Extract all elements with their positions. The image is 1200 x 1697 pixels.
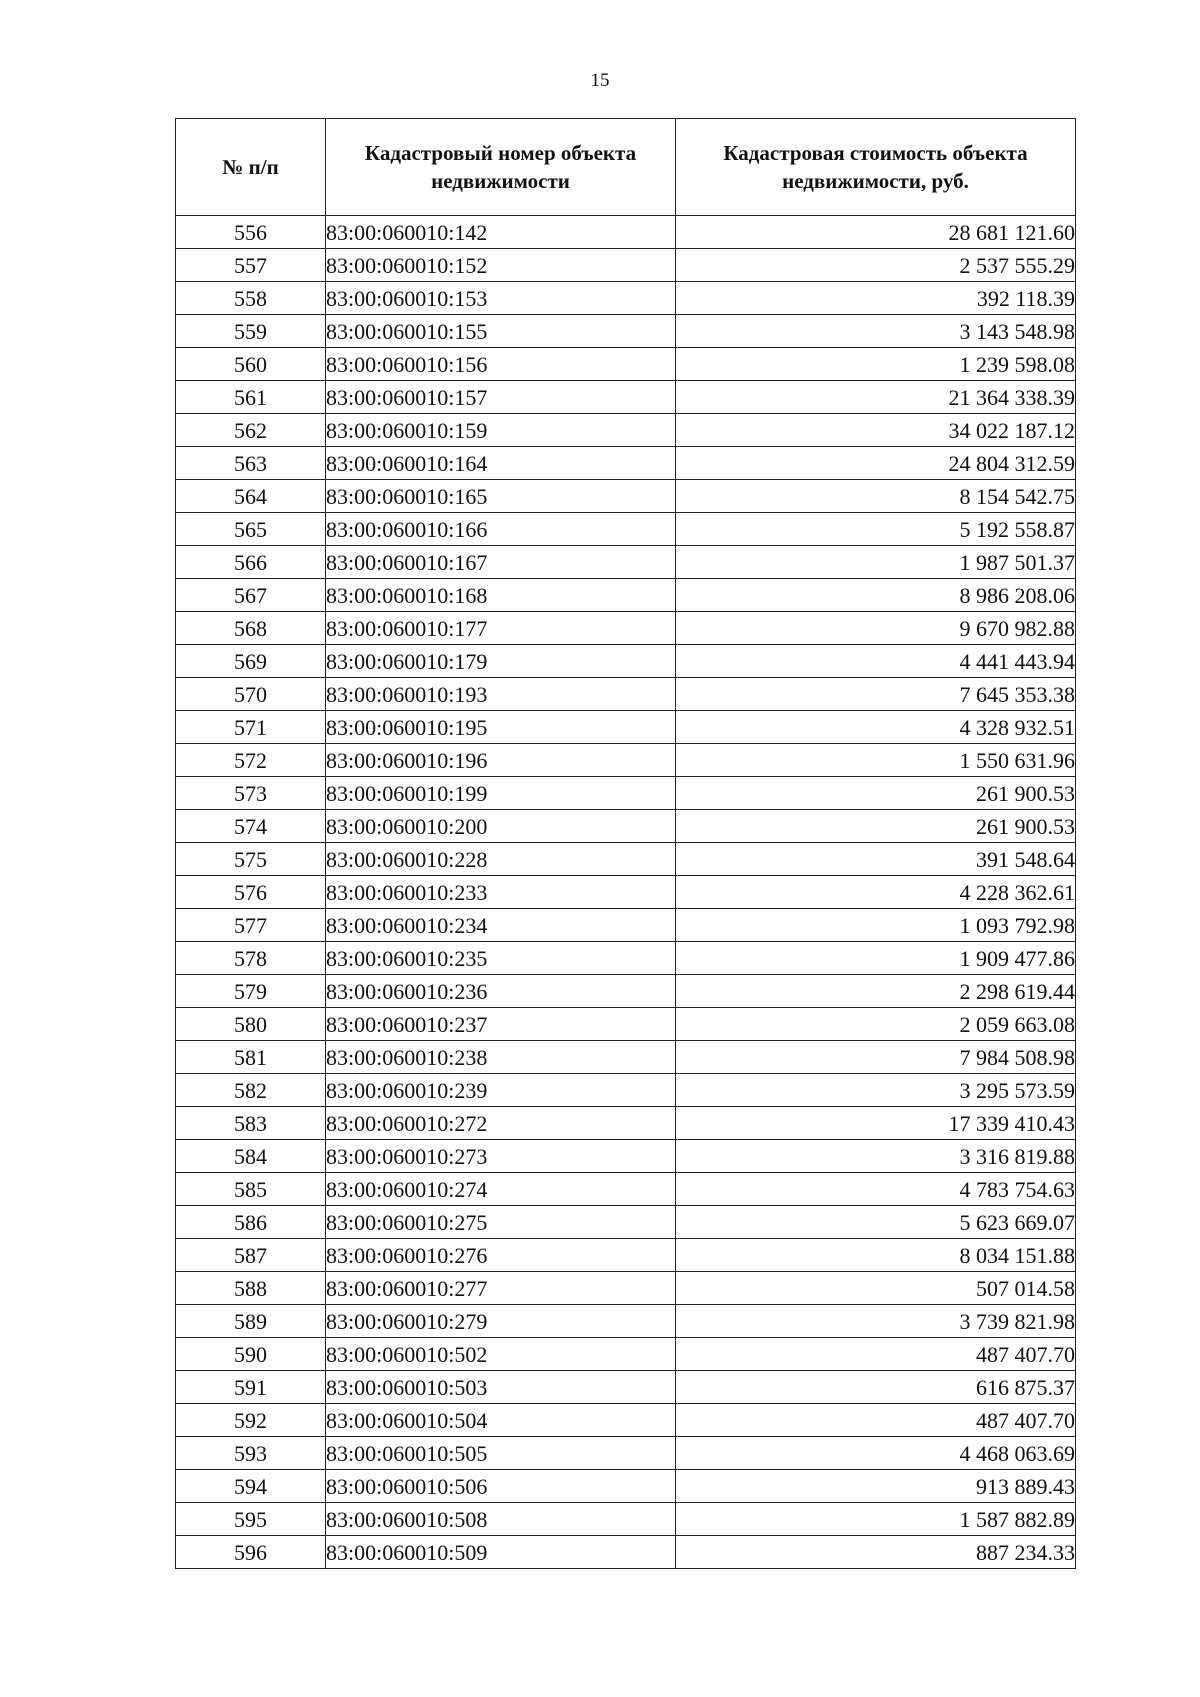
cadastral-value: 913 889.43 — [676, 1470, 1076, 1503]
cadastral-value: 1 093 792.98 — [676, 909, 1076, 942]
row-number: 574 — [176, 810, 326, 843]
table-row — [176, 1008, 1076, 1041]
row-number: 580 — [176, 1008, 326, 1041]
cadastral-number: 83:00:060010:195 — [326, 711, 676, 744]
table-row — [176, 909, 1076, 942]
row-number: 578 — [176, 942, 326, 975]
cadastral-value: 1 239 598.08 — [676, 348, 1076, 381]
header-row — [176, 119, 1076, 216]
cadastral-value: 7 645 353.38 — [676, 678, 1076, 711]
cadastral-value: 7 984 508.98 — [676, 1041, 1076, 1074]
cadastral-value: 2 298 619.44 — [676, 975, 1076, 1008]
row-number: 567 — [176, 579, 326, 612]
row-number: 583 — [176, 1107, 326, 1140]
row-number: 575 — [176, 843, 326, 876]
table-header — [176, 119, 1076, 216]
cadastral-value: 4 228 362.61 — [676, 876, 1076, 909]
cadastral-number: 83:00:060010:153 — [326, 282, 676, 315]
table-row — [176, 381, 1076, 414]
table-row — [176, 579, 1076, 612]
row-number: 589 — [176, 1305, 326, 1338]
row-number: 594 — [176, 1470, 326, 1503]
row-number: 587 — [176, 1239, 326, 1272]
cadastral-number: 83:00:060010:152 — [326, 249, 676, 282]
table-row — [176, 975, 1076, 1008]
row-number: 596 — [176, 1536, 326, 1569]
table-row — [176, 348, 1076, 381]
cadastral-number: 83:00:060010:233 — [326, 876, 676, 909]
cadastral-value: 8 154 542.75 — [676, 480, 1076, 513]
row-number: 586 — [176, 1206, 326, 1239]
row-number: 588 — [176, 1272, 326, 1305]
column-header-number: № п/п — [176, 119, 326, 216]
cadastral-value: 1 987 501.37 — [676, 546, 1076, 579]
table-row — [176, 216, 1076, 249]
cadastral-number: 83:00:060010:228 — [326, 843, 676, 876]
cadastral-number: 83:00:060010:272 — [326, 1107, 676, 1140]
cadastral-number: 83:00:060010:236 — [326, 975, 676, 1008]
table-row — [176, 249, 1076, 282]
cadastral-number: 83:00:060010:509 — [326, 1536, 676, 1569]
row-number: 576 — [176, 876, 326, 909]
cadastral-value: 28 681 121.60 — [676, 216, 1076, 249]
table-row — [176, 612, 1076, 645]
cadastral-number: 83:00:060010:275 — [326, 1206, 676, 1239]
cadastral-value: 34 022 187.12 — [676, 414, 1076, 447]
cadastral-value: 4 468 063.69 — [676, 1437, 1076, 1470]
row-number: 558 — [176, 282, 326, 315]
table-row — [176, 1371, 1076, 1404]
row-number: 560 — [176, 348, 326, 381]
cadastral-number: 83:00:060010:235 — [326, 942, 676, 975]
cadastral-number: 83:00:060010:237 — [326, 1008, 676, 1041]
row-number: 561 — [176, 381, 326, 414]
cadastral-value: 3 295 573.59 — [676, 1074, 1076, 1107]
table-row — [176, 810, 1076, 843]
cadastral-number: 83:00:060010:199 — [326, 777, 676, 810]
cadastral-value: 8 034 151.88 — [676, 1239, 1076, 1272]
row-number: 556 — [176, 216, 326, 249]
cadastral-number: 83:00:060010:274 — [326, 1173, 676, 1206]
row-number: 577 — [176, 909, 326, 942]
table-body — [176, 216, 1076, 1569]
cadastral-value: 9 670 982.88 — [676, 612, 1076, 645]
cadastral-value: 17 339 410.43 — [676, 1107, 1076, 1140]
table-row — [176, 447, 1076, 480]
row-number: 562 — [176, 414, 326, 447]
cadastral-value: 2 059 663.08 — [676, 1008, 1076, 1041]
table-row — [176, 777, 1076, 810]
table-row — [176, 1239, 1076, 1272]
cadastral-value: 391 548.64 — [676, 843, 1076, 876]
row-number: 557 — [176, 249, 326, 282]
cadastral-value: 8 986 208.06 — [676, 579, 1076, 612]
cadastral-number: 83:00:060010:164 — [326, 447, 676, 480]
table-row — [176, 1173, 1076, 1206]
row-number: 595 — [176, 1503, 326, 1536]
cadastral-number: 83:00:060010:157 — [326, 381, 676, 414]
cadastral-value: 1 550 631.96 — [676, 744, 1076, 777]
row-number: 568 — [176, 612, 326, 645]
row-number: 590 — [176, 1338, 326, 1371]
cadastral-number: 83:00:060010:200 — [326, 810, 676, 843]
table-row — [176, 843, 1076, 876]
cadastral-number: 83:00:060010:166 — [326, 513, 676, 546]
cadastral-number: 83:00:060010:504 — [326, 1404, 676, 1437]
row-number: 572 — [176, 744, 326, 777]
cadastral-value: 3 316 819.88 — [676, 1140, 1076, 1173]
row-number: 573 — [176, 777, 326, 810]
cadastral-number: 83:00:060010:142 — [326, 216, 676, 249]
cadastral-number: 83:00:060010:193 — [326, 678, 676, 711]
table-row — [176, 480, 1076, 513]
row-number: 563 — [176, 447, 326, 480]
cadastral-value: 487 407.70 — [676, 1338, 1076, 1371]
cadastral-number: 83:00:060010:502 — [326, 1338, 676, 1371]
column-header-cadastral-value: Кадастровая стоимость объекта недвижимости, руб. — [676, 119, 1076, 216]
row-number: 591 — [176, 1371, 326, 1404]
row-number: 593 — [176, 1437, 326, 1470]
cadastral-number: 83:00:060010:505 — [326, 1437, 676, 1470]
table-row — [176, 1041, 1076, 1074]
cadastral-value: 24 804 312.59 — [676, 447, 1076, 480]
cadastral-number: 83:00:060010:276 — [326, 1239, 676, 1272]
column-header-cadastral-number: Кадастровый номер объекта недвижимости — [326, 119, 676, 216]
table-row — [176, 1107, 1076, 1140]
row-number: 592 — [176, 1404, 326, 1437]
cadastral-number: 83:00:060010:159 — [326, 414, 676, 447]
cadastral-number: 83:00:060010:279 — [326, 1305, 676, 1338]
cadastral-number: 83:00:060010:179 — [326, 645, 676, 678]
row-number: 570 — [176, 678, 326, 711]
cadastral-number: 83:00:060010:239 — [326, 1074, 676, 1107]
table-row — [176, 1536, 1076, 1569]
table-row — [176, 546, 1076, 579]
table-row — [176, 1503, 1076, 1536]
row-number: 565 — [176, 513, 326, 546]
cadastral-value: 616 875.37 — [676, 1371, 1076, 1404]
table-row — [176, 513, 1076, 546]
table-row — [176, 645, 1076, 678]
row-number: 584 — [176, 1140, 326, 1173]
cadastral-value: 1 909 477.86 — [676, 942, 1076, 975]
cadastral-value: 5 192 558.87 — [676, 513, 1076, 546]
table-row — [176, 678, 1076, 711]
cadastral-value: 487 407.70 — [676, 1404, 1076, 1437]
table-row — [176, 876, 1076, 909]
row-number: 579 — [176, 975, 326, 1008]
table-row — [176, 1437, 1076, 1470]
row-number: 569 — [176, 645, 326, 678]
table-row — [176, 414, 1076, 447]
table-row — [176, 315, 1076, 348]
cadastral-value: 261 900.53 — [676, 810, 1076, 843]
cadastral-value: 3 143 548.98 — [676, 315, 1076, 348]
table-row — [176, 942, 1076, 975]
cadastral-value: 887 234.33 — [676, 1536, 1076, 1569]
page-number: 15 — [590, 70, 610, 91]
row-number: 564 — [176, 480, 326, 513]
cadastral-number: 83:00:060010:506 — [326, 1470, 676, 1503]
row-number: 559 — [176, 315, 326, 348]
cadastral-number: 83:00:060010:177 — [326, 612, 676, 645]
cadastral-number: 83:00:060010:277 — [326, 1272, 676, 1305]
cadastral-value: 1 587 882.89 — [676, 1503, 1076, 1536]
cadastral-value: 3 739 821.98 — [676, 1305, 1076, 1338]
cadastral-value: 21 364 338.39 — [676, 381, 1076, 414]
row-number: 581 — [176, 1041, 326, 1074]
row-number: 566 — [176, 546, 326, 579]
cadastral-value: 4 441 443.94 — [676, 645, 1076, 678]
table-row — [176, 1404, 1076, 1437]
row-number: 582 — [176, 1074, 326, 1107]
cadastral-value: 2 537 555.29 — [676, 249, 1076, 282]
cadastral-number: 83:00:060010:156 — [326, 348, 676, 381]
row-number: 571 — [176, 711, 326, 744]
table-row — [176, 1206, 1076, 1239]
cadastral-value: 4 328 932.51 — [676, 711, 1076, 744]
table-row — [176, 1140, 1076, 1173]
cadastral-value: 507 014.58 — [676, 1272, 1076, 1305]
table-row — [176, 282, 1076, 315]
cadastral-number: 83:00:060010:503 — [326, 1371, 676, 1404]
table-row — [176, 1338, 1076, 1371]
cadastral-value: 261 900.53 — [676, 777, 1076, 810]
cadastral-value: 4 783 754.63 — [676, 1173, 1076, 1206]
row-number: 585 — [176, 1173, 326, 1206]
cadastral-value-table — [175, 118, 1076, 1569]
cadastral-value: 392 118.39 — [676, 282, 1076, 315]
cadastral-number: 83:00:060010:508 — [326, 1503, 676, 1536]
cadastral-number: 83:00:060010:273 — [326, 1140, 676, 1173]
table-row — [176, 1470, 1076, 1503]
cadastral-number: 83:00:060010:155 — [326, 315, 676, 348]
table-row — [176, 711, 1076, 744]
cadastral-number: 83:00:060010:196 — [326, 744, 676, 777]
cadastral-number: 83:00:060010:234 — [326, 909, 676, 942]
table-row — [176, 1305, 1076, 1338]
cadastral-number: 83:00:060010:238 — [326, 1041, 676, 1074]
cadastral-number: 83:00:060010:167 — [326, 546, 676, 579]
table-row — [176, 744, 1076, 777]
cadastral-number: 83:00:060010:168 — [326, 579, 676, 612]
cadastral-number: 83:00:060010:165 — [326, 480, 676, 513]
table-row — [176, 1074, 1076, 1107]
table-row — [176, 1272, 1076, 1305]
cadastral-value: 5 623 669.07 — [676, 1206, 1076, 1239]
